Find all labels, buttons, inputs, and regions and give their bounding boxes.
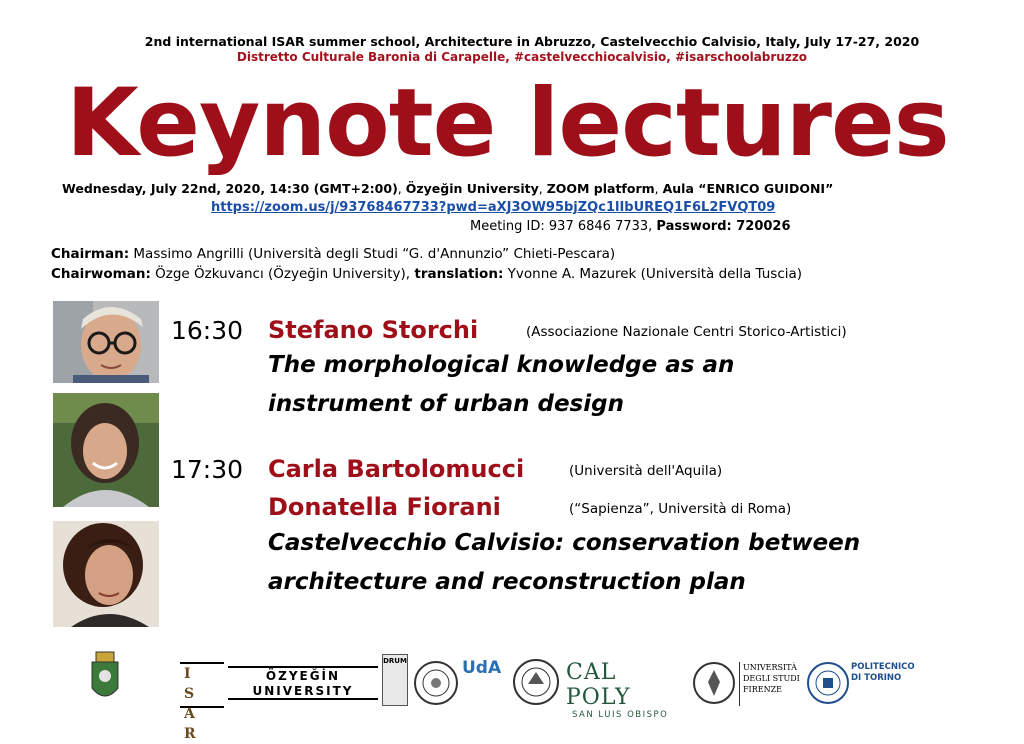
ozyegin-logo [228, 666, 378, 700]
event-aula: Aula “ENRICO GUIDONI” [662, 181, 834, 196]
drum-logo [382, 654, 408, 706]
translation-label: translation: [414, 266, 504, 282]
uda-logo-text: UdA [462, 658, 502, 678]
speaker-affiliation: (Associazione Nazionale Centri Storico-Artistici) [526, 324, 847, 340]
cal-poly-logo [566, 660, 682, 720]
university-seal-icon [512, 658, 560, 706]
event-date: Wednesday, July 22nd, 2020, 14:30 (GMT+2:00) [62, 181, 398, 196]
drum-logo-text: DRUM [383, 657, 407, 665]
event-university: Özyeğin University [405, 181, 539, 196]
chairman-name: Massimo Angrilli (Università degli Studi “G. d'Annunzio” Chieti-Pescara) [129, 246, 616, 262]
header-line-2: Distretto Culturale Baronia di Carapelle, #castelvecchiocalvisio, #isarschoolabruzzo [236, 50, 808, 64]
speaker-photo-storchi [53, 301, 159, 383]
meeting-password: Password: 720026 [656, 219, 791, 234]
talk-title-line: architecture and reconstruction plan [268, 569, 746, 595]
session-time: 16:30 [171, 316, 244, 345]
session-time: 17:30 [171, 455, 244, 484]
chairwoman-label: Chairwoman: [51, 266, 151, 282]
isar-logo [180, 662, 224, 742]
speaker-affiliation: (“Sapienza”, Università di Roma) [569, 501, 792, 517]
header-line-1: 2nd international ISAR summer school, Architecture in Abruzzo, Castelvecchio Calvisio, Italy, July 17-27, 2020 [144, 34, 920, 49]
partner-logos [0, 648, 1024, 742]
separator: , [538, 181, 547, 196]
municipality-crest-icon [88, 648, 122, 706]
talk-title-line: Castelvecchio Calvisio: conservation between [268, 530, 861, 556]
event-details [62, 181, 833, 196]
ozyegin-logo-text: ÖZYEĞİN UNIVERSITY [252, 669, 354, 698]
polito-logo-text: POLITECNICO DI TORINO [851, 662, 915, 683]
chairwoman-name: Özge Özkuvancı (Özyeğin University), [150, 266, 415, 282]
meeting-info [470, 219, 791, 234]
firenze-logo [739, 662, 803, 706]
speaker-affiliation: (Università dell'Aquila) [569, 463, 723, 479]
firenze-logo-text: UNIVERSITÀ DEGLI STUDI FIRENZE [743, 663, 800, 694]
zoom-link[interactable]: https://zoom.us/j/93768467733?pwd=aXJ3OW95bjZQc1lIbUREQ1F6L2FVQT09 [211, 200, 776, 215]
talk-title-line: The morphological knowledge as an [268, 352, 735, 378]
polito-seal-icon [806, 660, 850, 706]
meeting-id: Meeting ID: 937 6846 7733, [470, 219, 657, 234]
translator-name: Yvonne A. Mazurek (Università della Tuscia) [503, 266, 803, 282]
university-seal-icon [413, 660, 459, 706]
isar-logo-text: ISAR [184, 666, 202, 742]
speaker-photo-bartolomucci [53, 393, 159, 507]
cal-poly-logo-text: CAL POLY [566, 660, 631, 710]
speaker-name: Carla Bartolomucci [268, 455, 525, 483]
talk-title-line: instrument of urban design [268, 391, 624, 417]
chairman-line [51, 246, 615, 262]
separator: , [654, 181, 663, 196]
separator: , [397, 181, 406, 196]
event-platform: ZOOM platform [546, 181, 655, 196]
page-title: Keynote lectures [66, 69, 949, 178]
cal-poly-logo-subtext: SAN LUIS OBISPO [572, 710, 669, 720]
polito-logo [851, 662, 921, 692]
speaker-photo-fiorani [53, 521, 159, 627]
speaker-name: Stefano Storchi [268, 316, 479, 344]
chairwoman-line [51, 266, 802, 282]
chairman-label: Chairman: [51, 246, 130, 262]
speaker-name: Donatella Fiorani [268, 493, 501, 521]
uda-logo [462, 658, 508, 696]
firenze-seal-icon [692, 660, 736, 706]
